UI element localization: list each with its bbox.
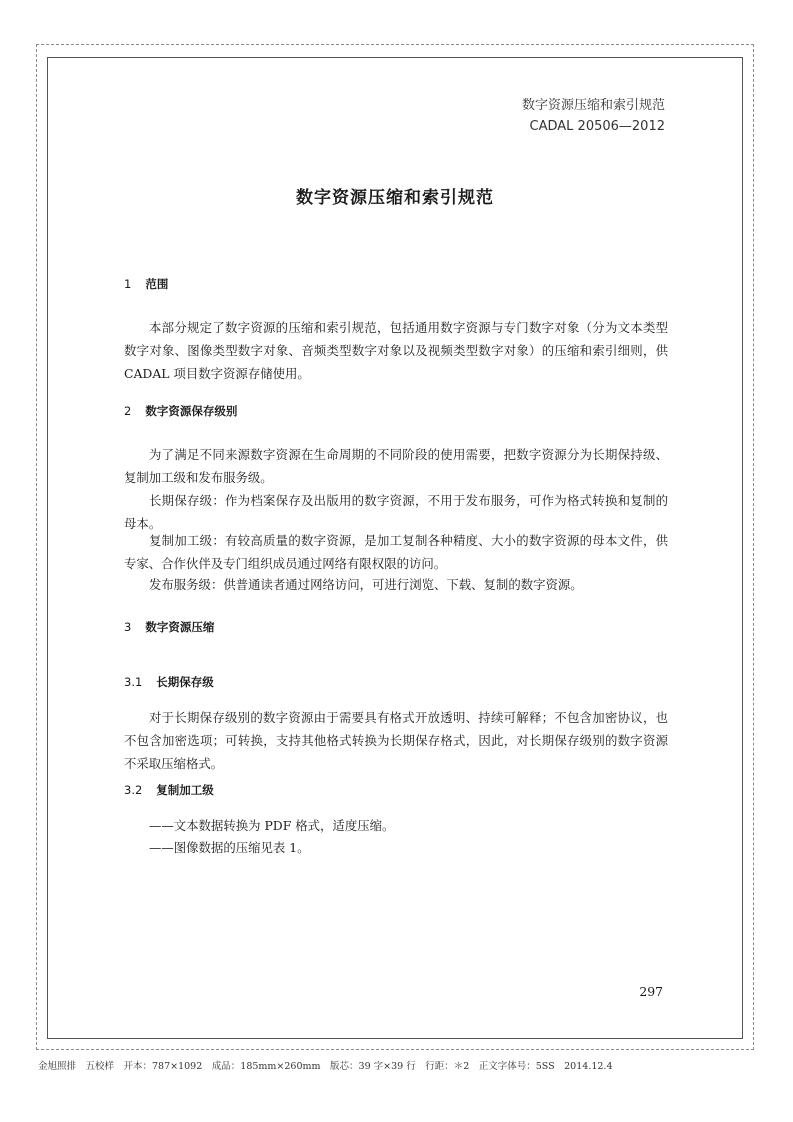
section-number: 3 bbox=[124, 620, 132, 634]
section-title: 数字资源压缩 bbox=[145, 620, 215, 634]
document-title: 数字资源压缩和索引规范 bbox=[296, 188, 494, 208]
section-1-heading bbox=[124, 276, 168, 292]
page-number: 297 bbox=[639, 984, 663, 999]
section-number: 3.1 bbox=[124, 675, 143, 689]
standard-code: CADAL 20506—2012 bbox=[529, 119, 665, 134]
section-title: 范围 bbox=[145, 277, 169, 291]
section-2-paragraph-2: 长期保存级：作为档案保存及出版用的数字资源，不用于发布服务，可作为格式转换和复制的母本。 bbox=[124, 493, 668, 531]
running-header-title: 数字资源压缩和索引规范 bbox=[521, 98, 665, 113]
section-2-paragraph-3: 复制加工级：有较高质量的数字资源，是加工复制各种精度、大小的数字资源的母本文件，供专家、合作伙伴及专门组织成员通过网络有限权限的访问。 bbox=[124, 533, 668, 571]
list-item-text-data: ——文本数据转换为 PDF 格式，适度压缩。 bbox=[149, 818, 395, 833]
section-title: 数字资源保存级别 bbox=[145, 404, 238, 418]
section-2-heading bbox=[124, 403, 237, 419]
list-item-image-data: ——图像数据的压缩见表 1。 bbox=[149, 840, 310, 855]
running-header bbox=[522, 95, 665, 137]
print-info-footer: 金旭照排 五校样 开本：787×1092 成品：185mm×260mm 版芯：39 字×39 行 行距：＊2 正文字体号：5SS 2014.12.4 bbox=[38, 1061, 613, 1072]
section-number: 1 bbox=[124, 277, 132, 291]
section-3-1-heading bbox=[124, 674, 214, 690]
section-3-1-paragraph-1: 对于长期保存级别的数字资源由于需要具有格式开放透明、持续可解释；不包含加密协议，也不包含加密选项；可转换，支持其他格式转换为长期保存格式，因此，对长期保存级别的数字资源不采取压缩格式。 bbox=[124, 710, 668, 771]
section-number: 3.2 bbox=[124, 783, 143, 797]
section-number: 2 bbox=[124, 404, 132, 418]
section-3-heading bbox=[124, 619, 214, 635]
section-2-paragraph-1: 为了满足不同来源数字资源在生命周期的不同阶段的使用需要，把数字资源分为长期保持级、复制加工级和发布服务级。 bbox=[124, 447, 668, 485]
section-title: 长期保存级 bbox=[156, 675, 214, 689]
section-1-paragraph-1: 本部分规定了数字资源的压缩和索引规范，包括通用数字资源与专门数字对象（分为文本类型数字对象、图像类型数字对象、音频类型数字对象以及视频类型数字对象）的压缩和索引细则，供 CADAL 项目数字资源存储使用。 bbox=[124, 320, 668, 381]
section-title: 复制加工级 bbox=[156, 783, 214, 797]
section-3-2-heading bbox=[124, 782, 214, 798]
section-2-paragraph-4: 发布服务级：供普通读者通过网络访问，可进行浏览、下载、复制的数字资源。 bbox=[149, 577, 583, 592]
